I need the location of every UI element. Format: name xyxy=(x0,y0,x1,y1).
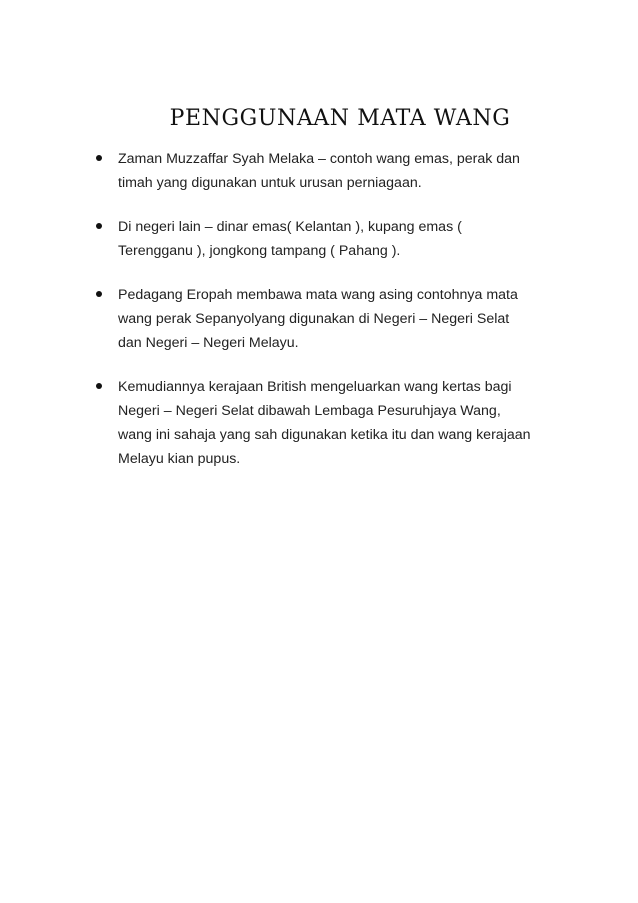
list-item xyxy=(0,147,638,195)
bullet-text-line: dan Negeri – Negeri Melayu. xyxy=(118,335,299,351)
list-item xyxy=(0,375,638,471)
bullet-text-line: Di negeri lain – dinar emas( Kelantan ), kupang emas ( xyxy=(118,219,462,235)
bullet-list xyxy=(0,147,638,491)
bullet-icon xyxy=(96,155,102,161)
bullet-text-line: timah yang digunakan untuk urusan perniagaan. xyxy=(118,175,422,191)
bullet-text-line: Terengganu ), jongkong tampang ( Pahang ). xyxy=(118,243,401,259)
bullet-text-line: wang ini sahaja yang sah digunakan ketika itu dan wang kerajaan xyxy=(118,427,531,443)
bullet-text-line: Melayu kian pupus. xyxy=(118,451,241,467)
list-item xyxy=(0,215,638,263)
bullet-text-line: wang perak Sepanyolyang digunakan di Negeri – Negeri Selat xyxy=(118,311,510,327)
bullet-text-line: Kemudiannya kerajaan British mengeluarkan wang kertas bagi xyxy=(118,379,512,395)
bullet-text-line: Pedagang Eropah membawa mata wang asing contohnya mata xyxy=(118,287,518,303)
bullet-text-line: Negeri – Negeri Selat dibawah Lembaga Pesuruhjaya Wang, xyxy=(118,403,501,419)
bullet-icon xyxy=(96,291,102,297)
page-title: PENGGUNAAN MATA WANG xyxy=(169,106,511,131)
list-item xyxy=(0,283,638,355)
bullet-icon xyxy=(96,223,102,229)
bullet-text-line: Zaman Muzzaffar Syah Melaka – contoh wang emas, perak dan xyxy=(118,151,520,167)
bullet-icon xyxy=(96,383,102,389)
